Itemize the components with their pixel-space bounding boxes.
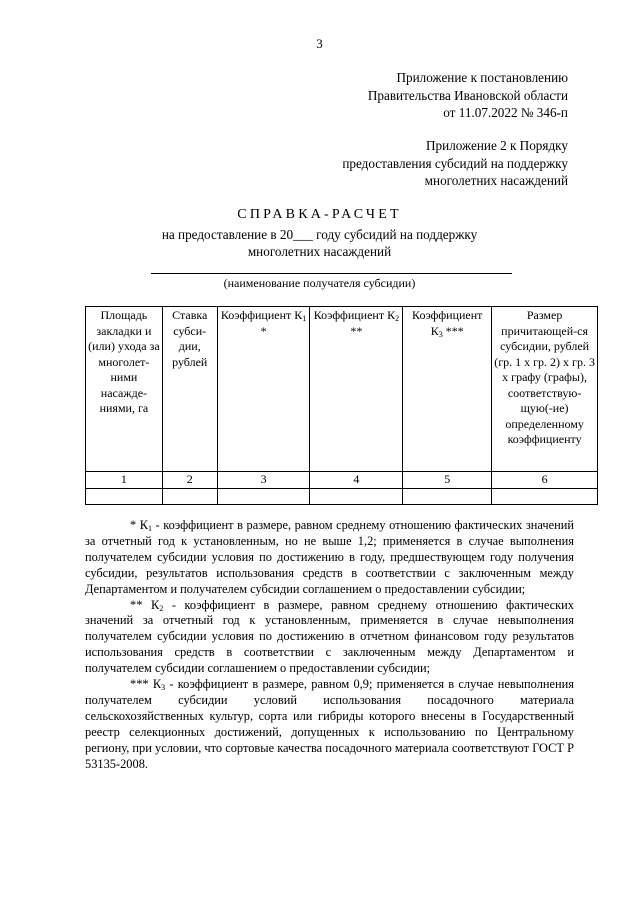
column-number: 6 xyxy=(492,472,598,489)
column-number: 4 xyxy=(310,472,403,489)
table-cell xyxy=(86,488,163,504)
recipient-name-caption: (наименование получателя субсидии) xyxy=(223,276,416,290)
appendix-line: Правительства Ивановской области xyxy=(367,87,568,103)
header-cell-rate: Ставка субси-дии, рублей xyxy=(162,307,217,472)
recipient-name-line xyxy=(151,273,512,274)
appendix-line: предоставления субсидий на поддержку xyxy=(342,155,568,171)
calculation-table xyxy=(85,306,598,505)
appendix-reference xyxy=(368,69,568,122)
footnote-k3: *** $К_3$ - коэффициент в размере, равном 0,9; применяется в случае невыполнения получателем субсидии условий использования посадочного материала сельскохозяйственных культур, сорта или гибриды которого внесены в Государственный реестр селекционных достижений, допущенных к использованию по Центральному региону, при условии, что сортовые качества посадочного материала соответствуют ГОСТ Р 53135-2008. xyxy=(85,677,574,771)
header-cell-k1: Коэффициент $К_1$ * xyxy=(217,307,310,472)
document-title: СПРАВКА-РАСЧЕТ xyxy=(237,207,402,222)
header-cell-subsidy-amount: Размер причитающей-ся субсидии, рублей (гр. 1 х гр. 2) х гр. 3 х графу (графы), соответствую-щую(-ие) определенному коэффициенту xyxy=(492,307,598,472)
appendix-line: многолетних насаждений xyxy=(424,173,568,188)
procedure-appendix-reference xyxy=(342,137,568,190)
column-number: 2 xyxy=(162,472,217,489)
footnote-k2: ** $К_2$ - коэффициент в размере, равном среднему отношению фактических значений за отчетный год к установленным, применяется в случае невыполнения получателем субсидии условия по достижению в отчетном финансовом году результатов использования средств в соответствии с заключенным между Департаментом и получателем субсидии соглашением о предоставлении субсидии; xyxy=(85,597,574,676)
table-cell xyxy=(492,488,598,504)
table-cell xyxy=(217,488,310,504)
column-number: 3 xyxy=(217,472,310,489)
table-header-row xyxy=(86,307,598,472)
appendix-line: от 11.07.2022 № 346-п xyxy=(443,105,568,120)
footnote-k1: * $К_1$ - коэффициент в размере, равном среднему отношению фактических значений за отчетный год к установленным, но не выше 1,2; применяется в случае выполнения получателем субсидии условия по достижению в году, предшествующем году получения субсидии, результатов использования средств в соответствии с заключенным между Департаментом и получателем субсидии соглашением о предоставлении субсидии; xyxy=(85,518,574,596)
header-cell-k3: Коэффициент $К_3$ *** xyxy=(403,307,492,472)
appendix-line: Приложение к постановлению xyxy=(396,70,568,85)
header-cell-k2: Коэффициент $К_2$ ** xyxy=(310,307,403,472)
table-cell xyxy=(403,488,492,504)
subtitle-line: на предоставление в 20___ году субсидий на поддержку xyxy=(161,227,478,242)
subtitle-line: многолетних насаждений xyxy=(247,244,392,259)
document-subtitle xyxy=(0,226,639,260)
footnotes xyxy=(85,518,574,773)
table-column-numbers-row xyxy=(86,472,598,489)
page-number: 3 xyxy=(316,36,323,51)
table-cell xyxy=(162,488,217,504)
column-number: 5 xyxy=(403,472,492,489)
appendix-line: Приложение 2 к Порядку xyxy=(426,138,568,153)
column-number: 1 xyxy=(86,472,163,489)
table-cell xyxy=(310,488,403,504)
header-cell-area: Площадь закладки и (или) ухода за многолет-ними насажде-ниями, га xyxy=(86,307,163,472)
table-empty-row xyxy=(86,488,598,504)
